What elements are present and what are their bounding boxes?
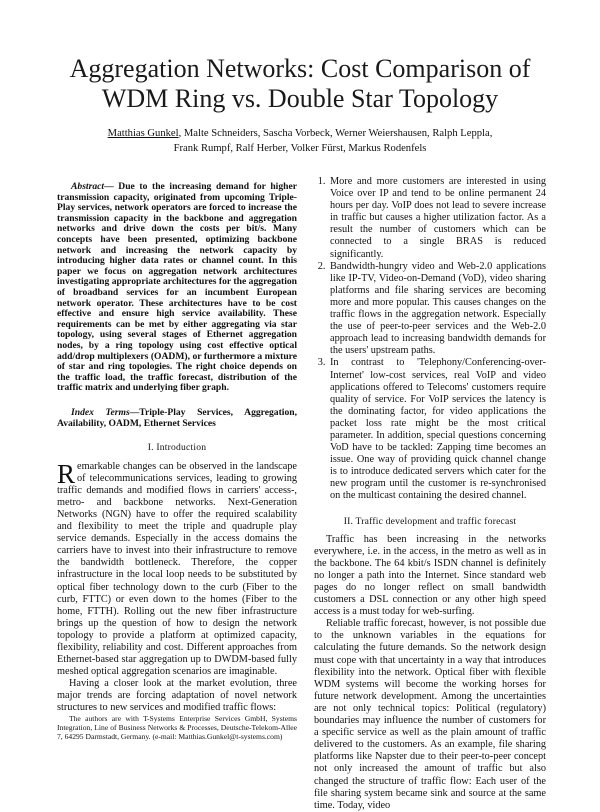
paper-title — [40, 54, 560, 114]
title-line-1: Aggregation Networks: Cost Comparison of — [69, 54, 531, 83]
index-terms-text: —Triple-Play Services, Aggregation, Availability, OADM, Ethernet Services — [57, 406, 297, 429]
author-footnote: The authors are with T-Systems Enterprise Services GmbH, Systems Integration, Line of Business Networks & Processes, Deutsche-Telekom-Allee 7, 64295 Darmstadt, Germany. (e-mail: Matthias.Gunkel@t-systems.com) — [57, 714, 297, 742]
list-item: 1. More and more customers are interested in using Voice over IP and tend to be online permanent 24 hours per day. VoIP does not lead to severe increase in traffic but causes a higher utilization factor. As a result the number of customers which can be connected to a single BRAS is reduced significantly. — [328, 176, 546, 261]
intro-paragraph-1 — [57, 458, 297, 679]
traffic-paragraph-2: Reliable traffic forecast, however, is not possible due to the unknown variables in the equations for calculating the future demands. So the network design must cope with that uncertainty in a way that introduces flexibility into the network. Optical fiber with flexible WDM systems will become the working horses for future network development. Among the uncertainties are not only technical topics: Political (regulatory) boundaries may influence the number of customers for a specific service as well as the plain amount of traffic delivered to the customers. As an example, file sharing platforms like Napster due to their peer-to-peer concept not only increased the amount of traffic but also changed the structure of traffic flow: Each user of the file sharing system became sink and source at the same time. Today, video — [314, 618, 546, 811]
intro-paragraph-2: Having a closer look at the market evolution, three major trends are forcing adaptation of novel network structures to new services and modified traffic flows: — [57, 678, 297, 714]
traffic-paragraph-1: Traffic has been increasing in the networks everywhere, i.e. in the access, in the metro as well as in the backbone. The 64 kbit/s ISDN channel is definitely no longer a path into the Internet. Since standard web pages do no longer reflect on small bandwidth customers a DSL connection or any other high speed access is a must today for web-surfing. — [314, 533, 546, 618]
drop-cap: R — [57, 458, 76, 489]
author-list — [40, 126, 560, 156]
index-terms-label: Index Terms — [71, 406, 130, 418]
list-item: 3. In contrast to 'Telephony/Conferencing-over-Internet' low-cost services, real VoIP and video applications offered to Telecoms' customers require quality of service. For VoIP services the latency is the dominating factor, for video applications the packet loss rate might be the most critical parameter. In addition, special questions concerning VoD have to be tackled: Zapping time becomes an issue. One way of providing quick channel change is to introduce dedicated servers which cater for the new program until the customer is re-synchronised on the multicast containing the desired channel. — [328, 357, 546, 502]
abstract-label: Abstract — [71, 181, 105, 192]
list-item: 2. Bandwidth-hungry video and Web-2.0 applications like IP-TV, Video-on-Demand (VoD), video sharing platforms and file sharing services are becoming more and more popular. This causes changes on the traffic flows in the aggregation network. Especially the use of peer-to-peer services and the Web-2.0 approach lead to increasing bandwidth demands for the users' upstream paths. — [328, 261, 546, 358]
title-line-2: WDM Ring vs. Double Star Topology — [101, 84, 499, 113]
section-1-heading: I. Introduction — [147, 442, 207, 454]
intro-paragraph-1-text: emarkable changes can be observed in the landscape of telecommunications services, leading to growing traffic demands and modified flows in carriers' access-, metro- and backbone networks. Next-Generation Networks (NGN) have to offer the required scalability and flexibility to meet the triple and quadruple play service demands. Especially in the access domains the carriers have to invest into their infrastructure to remove the bandwidth bottleneck. Therefore, the copper infrastructure in the local loop needs to be substituted by optical fiber technology down to the curb (Fiber to the curb, FTTC) or even down to the homes (Fiber to the home, FTTH). Rolling out the new fiber infrastructure brings up the question of how to design the network topology to provide a platform at optimized capacity, flexibility, reliability and cost. Different approaches from Ethernet-based star aggregation up to DWDM-based fully meshed optical aggregation scenarios are imaginable. — [57, 460, 297, 678]
trend-list — [314, 176, 546, 503]
author-line-1 — [40, 126, 560, 141]
left-column — [57, 182, 297, 715]
right-column — [314, 176, 546, 812]
abstract-text: — Due to the increasing demand for higher transmission capacity, originated from upcoming Triple-Play services, network operators are forced to increase the transmission capacity in the backbone and aggregation networks and drive down the costs per bit/s. Many concepts have been presented, optimizing backbone network and increasing the network capacity by introducing higher data rates or channel count. In this paper we focus on aggregation network architectures investigating appropriate architectures for the aggregation of broadband services for an incumbent European network operator. These architectures have to be cost effective and ensure high service availability. These requirements can be met by either aggregating via star topology, using several stages of Ethernet aggregation nodes, by a ring topology using cost effective optical add/drop multiplexers (OADM), or furthermore a mixture of star and ring topologies. The right choice depends on the traffic load, the traffic forecast, distribution of the traffic matrix and underlying fiber graph. — [57, 181, 297, 394]
section-2-heading: II. Traffic development and traffic forecast — [343, 515, 517, 527]
author-line-1-rest: , Malte Schneiders, Sascha Vorbeck, Werner Weiershausen, Ralph Leppla, — [178, 128, 493, 139]
index-terms — [57, 408, 297, 430]
author-line-2: Frank Rumpf, Ralf Herber, Volker Fürst, Markus Rodenfels — [173, 143, 427, 154]
corresponding-author: Matthias Gunkel — [107, 128, 179, 139]
abstract — [57, 182, 297, 394]
